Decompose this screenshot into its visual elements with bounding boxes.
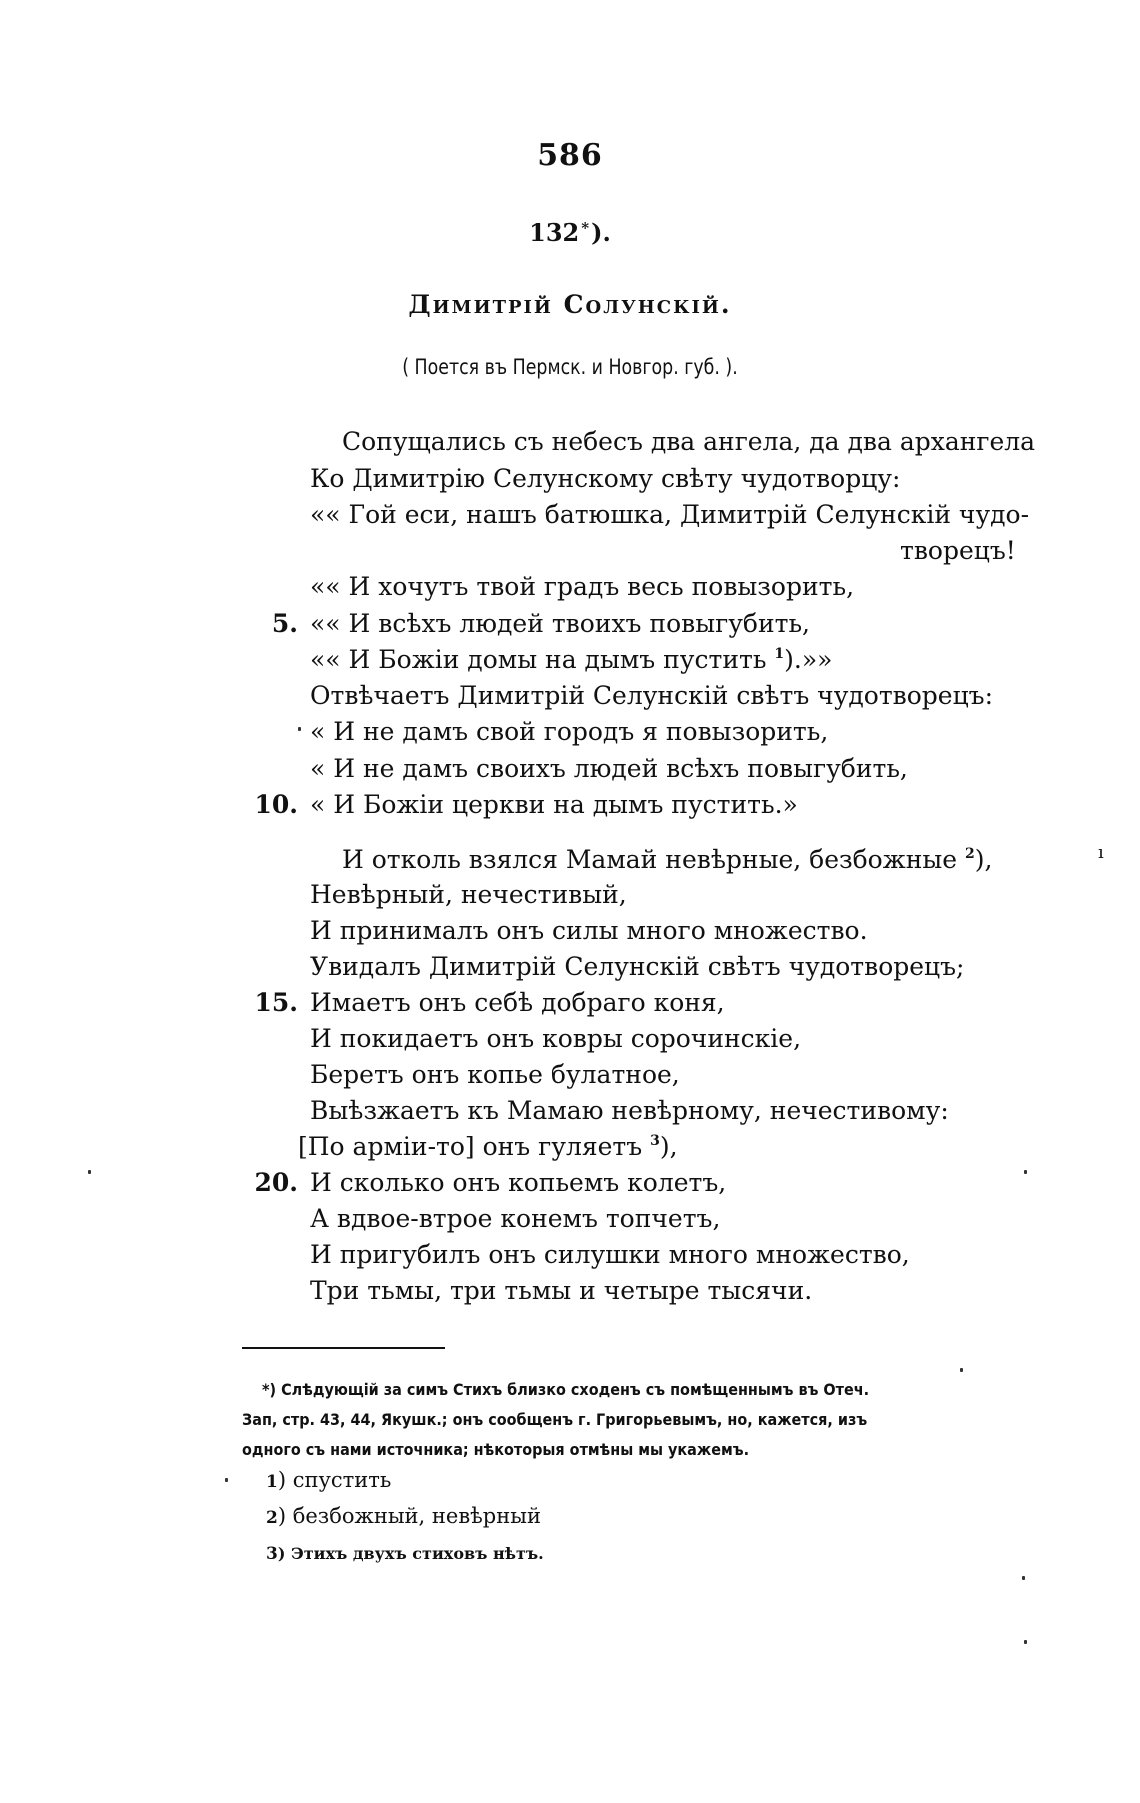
poem-line-text: «« Гой еси, нашъ батюшка, Димитрій Селунскій чудо-: [310, 500, 1030, 529]
poem-line: [298, 1132, 678, 1168]
footnote-separator: [242, 1347, 445, 1349]
poem-line: [310, 880, 627, 916]
margin-mark: ı: [1098, 842, 1104, 863]
poem-title: Димитрій Солунскій.: [408, 290, 732, 319]
poem-line-text: «« И хочутъ твой градъ весь повызорить,: [310, 572, 855, 601]
piece-number-value: 132: [529, 218, 580, 247]
poem-line: [310, 1204, 720, 1240]
poem-line-text: творецъ!: [900, 536, 1016, 565]
poem-line-text: Сопущались съ небесъ два ангела, да два архангела: [342, 427, 1036, 456]
poem-line-closing: ),: [659, 1132, 678, 1161]
poem-line: [310, 464, 900, 500]
poem-line: [310, 1024, 801, 1060]
footnote-ref: 1: [774, 646, 785, 662]
poem-line-text: « И не дамъ свой городъ я повызорить,: [310, 717, 829, 746]
poem-line: [310, 645, 832, 681]
variant-text: ) безбожный, невѣрный: [277, 1504, 541, 1528]
footnote-ref: 2: [965, 846, 975, 862]
piece-number-close: ).: [591, 218, 611, 247]
poem-line: [310, 988, 725, 1024]
poem-line-text: Имаетъ онъ себѣ добраго коня,: [310, 988, 725, 1017]
poem-line: [310, 916, 868, 952]
footnote-text-line: Зап, стр. 43, 44, Якушк.; онъ сообщенъ г. Григорьевымъ, но, кажется, изъ: [242, 1410, 868, 1429]
poem-line: [310, 952, 964, 988]
poem-line-text: А вдвое-втрое конемъ топчетъ,: [310, 1204, 721, 1233]
poem-line: [310, 1276, 812, 1312]
scan-speck: [88, 1170, 91, 1174]
footnote-ref: 3: [650, 1133, 660, 1149]
poem-line-text: Увидалъ Димитрій Селунскій свѣтъ чудотворецъ;: [310, 952, 965, 981]
line-number: 15.: [254, 988, 298, 1017]
poem-line-text: Беретъ онъ копье булатное,: [310, 1060, 680, 1089]
piece-footnote-mark: *: [581, 219, 590, 237]
poem-line-text: Выѣзжаетъ къ Мамаю невѣрному, нечестивому:: [310, 1096, 949, 1125]
scan-speck: [1022, 1576, 1025, 1580]
poem-line: [310, 1060, 680, 1096]
scan-speck: [1024, 1640, 1027, 1644]
variant-footnote: [266, 1468, 391, 1492]
poem-line: [342, 427, 1035, 463]
poem-line: [310, 500, 1029, 536]
poem-line-text: И отколь взялся Мамай невѣрные, безбожные: [342, 845, 958, 874]
scan-speck: [960, 1368, 963, 1372]
poem-line-text: «« И всѣхъ людей твоихъ повыгубить,: [310, 609, 810, 638]
poem-line: [310, 572, 854, 608]
poem-line-text: Три тьмы, три тьмы и четыре тысячи.: [310, 1276, 813, 1305]
poem-line: [310, 609, 810, 645]
footnote-text-line: *) Слѣдующій за симъ Стихъ близко сходенъ съ помѣщеннымъ въ Отеч.: [262, 1380, 870, 1399]
poem-subtitle: ( Поется въ Пермск. и Новгор. губ. ).: [402, 355, 738, 379]
poem-line-text: «« И Божіи домы на дымъ пустить: [310, 645, 767, 674]
poem-line: [310, 681, 993, 717]
variant-number: 2: [266, 1508, 278, 1528]
variant-footnote: [266, 1540, 544, 1564]
footnote-text-line: одного съ нами источника; нѣкоторыя отмѣны мы укажемъ.: [242, 1440, 750, 1459]
scan-speck: [1024, 1170, 1027, 1174]
poem-line: [310, 1240, 910, 1276]
poem-line-text: « И Божіи церкви на дымъ пустить.»: [310, 790, 798, 819]
poem-line-closing: ),: [974, 845, 993, 874]
poem-line-text: Отвѣчаетъ Димитрій Селунскій свѣтъ чудотворецъ:: [310, 681, 994, 710]
line-number: 10.: [254, 790, 298, 819]
poem-line-text: И покидаетъ онъ ковры сорочинскіе,: [310, 1024, 802, 1053]
variant-number: 3: [266, 1544, 278, 1564]
scan-speck: [298, 727, 301, 731]
scan-speck: [225, 1478, 228, 1482]
line-number: 20.: [254, 1168, 298, 1197]
poem-line: [342, 845, 993, 881]
poem-line: [310, 790, 798, 826]
variant-number: 1: [266, 1472, 278, 1492]
variant-footnote: [266, 1504, 541, 1528]
poem-line: [900, 536, 1016, 572]
piece-number: [0, 218, 1140, 247]
poem-line-text: [По арміи-то] онъ гуляетъ: [298, 1132, 643, 1161]
page-number: 586: [537, 138, 603, 173]
poem-line-text: Ко Димитрію Селунскому свѣту чудотворцу:: [310, 464, 901, 493]
poem-line: [310, 1096, 949, 1132]
line-number: 5.: [271, 609, 298, 638]
poem-line: [310, 754, 908, 790]
poem-line-text: И пригубилъ онъ силушки много множество,: [310, 1240, 910, 1269]
poem-line-text: Невѣрный, нечестивый,: [310, 880, 627, 909]
poem-line: [310, 717, 828, 753]
poem-line-text: « И не дамъ своихъ людей всѣхъ повыгубить,: [310, 754, 908, 783]
poem-line-text: И принималъ онъ силы много множество.: [310, 916, 868, 945]
poem-line-text: И сколько онъ копьемъ колетъ,: [310, 1168, 727, 1197]
variant-text: ) спустить: [277, 1468, 392, 1492]
variant-text: ) Этихъ двухъ стиховъ нѣтъ.: [277, 1544, 544, 1563]
poem-line-closing: ).»»: [784, 645, 833, 674]
poem-line: [310, 1168, 726, 1204]
